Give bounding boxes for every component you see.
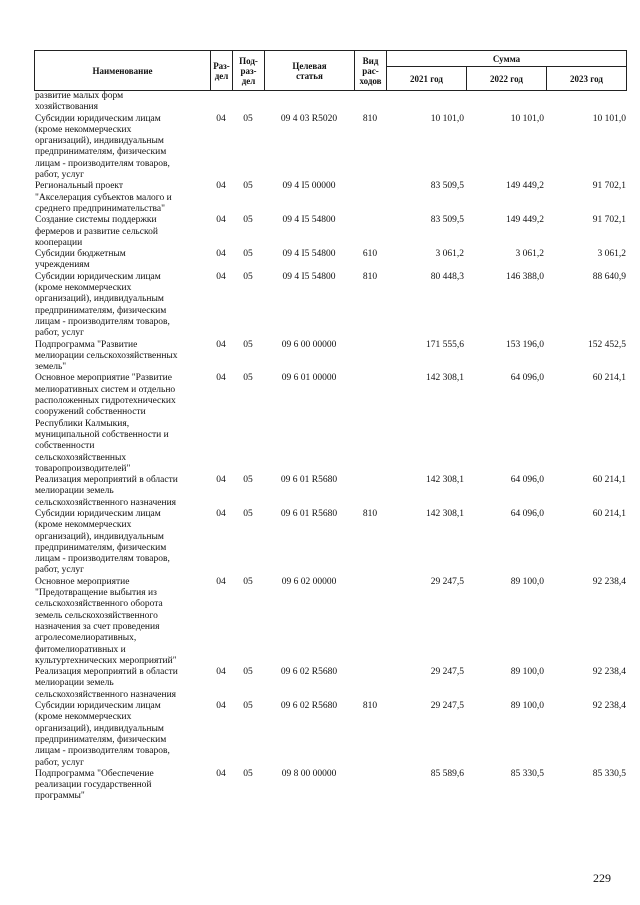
row-vid	[354, 667, 386, 701]
header-summa: Сумма	[387, 51, 627, 67]
row-celevaya: 09 6 02 00000	[281, 576, 337, 587]
row-celevaya: 09 6 01 R5680	[280, 508, 338, 519]
header-podrazdel: Под- раз- дел	[233, 51, 265, 91]
row-vid	[354, 577, 386, 667]
table-row	[34, 340, 626, 374]
row-name: Создание системы поддержки фермеров и развитие сельской кооперации	[35, 215, 158, 248]
budget-table-page	[34, 50, 626, 803]
row-name: Основное мероприятие "Предотвращение выбытия из сельскохозяйственного оборота земель сельскохозяйственного назначения за счет проведения агролесомелиоративных, фитомелиоративных и культуртехнических мероприятий"	[35, 576, 177, 666]
row-2023: 152 452,5	[588, 339, 626, 350]
row-podrazdel: 05	[243, 508, 253, 519]
row-2021: 142 308,1	[426, 475, 464, 486]
row-razdel: 04	[216, 249, 226, 260]
row-razdel: 04	[216, 768, 226, 779]
row-2021: 80 448,3	[430, 271, 464, 282]
row-2023: 60 214,1	[592, 475, 626, 486]
row-vid	[354, 475, 386, 509]
row-podrazdel: 05	[243, 768, 253, 779]
row-podrazdel: 05	[243, 215, 253, 226]
table-header	[34, 50, 627, 91]
row-podrazdel: 05	[243, 576, 253, 587]
row-celevaya: 09 4 I5 00000	[282, 181, 336, 192]
table-row	[34, 249, 626, 272]
header-razdel: Раз- дел	[211, 51, 233, 91]
row-razdel: 04	[216, 373, 226, 384]
row-2022: 149 449,2	[506, 181, 544, 192]
row-celevaya: 09 4 I5 54800	[282, 215, 336, 226]
row-celevaya: 09 6 02 R5680	[280, 701, 338, 712]
table-row	[34, 272, 626, 340]
row-2022: 3 061,2	[515, 249, 544, 260]
row-vid: 810	[362, 508, 378, 519]
row-vid	[354, 373, 386, 475]
row-podrazdel: 05	[243, 249, 253, 260]
row-2022: 64 096,0	[510, 475, 544, 486]
row-razdel	[210, 91, 232, 114]
row-2021: 83 509,5	[430, 215, 464, 226]
row-2021: 83 509,5	[430, 181, 464, 192]
row-podrazdel: 05	[243, 701, 253, 712]
row-2023	[546, 91, 626, 114]
row-celevaya: 09 4 03 R5020	[280, 113, 338, 124]
header-vid: Вид рас- ходов	[355, 51, 387, 91]
table-row	[34, 667, 626, 701]
row-podrazdel: 05	[243, 271, 253, 282]
row-razdel: 04	[216, 181, 226, 192]
row-2021: 142 308,1	[426, 373, 464, 384]
row-2023: 85 330,5	[592, 768, 626, 779]
row-name: Реализация мероприятий в области мелиорации земель сельскохозяйственного назначения	[35, 667, 178, 700]
row-podrazdel: 05	[243, 667, 253, 678]
row-vid: 610	[362, 249, 378, 260]
row-celevaya: 09 4 I5 54800	[282, 249, 336, 260]
row-celevaya: 09 8 00 00000	[281, 768, 337, 779]
row-vid: 810	[362, 271, 378, 282]
row-podrazdel	[232, 91, 264, 114]
row-2023: 88 640,9	[592, 271, 626, 282]
row-2021: 171 555,6	[426, 339, 464, 350]
row-celevaya: 09 6 02 R5680	[280, 667, 338, 678]
table-row	[34, 91, 626, 114]
row-podrazdel: 05	[243, 339, 253, 350]
row-2022: 149 449,2	[506, 215, 544, 226]
header-name: Наименование	[35, 51, 211, 91]
row-celevaya: 09 6 01 R5680	[280, 475, 338, 486]
table-body	[34, 91, 626, 803]
header-celevaya: Целевая статья	[265, 51, 355, 91]
table-row	[34, 769, 626, 803]
row-2022: 10 101,0	[510, 113, 544, 124]
row-2021: 3 061,2	[435, 249, 464, 260]
row-celevaya: 09 6 01 00000	[281, 373, 337, 384]
row-podrazdel: 05	[243, 475, 253, 486]
row-vid	[354, 340, 386, 374]
row-2022: 89 100,0	[510, 667, 544, 678]
page-number: 229	[593, 871, 611, 885]
row-name: Региональный проект "Акселерация субъектов малого и среднего предпринимательства"	[35, 181, 172, 214]
row-vid: 810	[362, 701, 378, 712]
table-row	[34, 577, 626, 667]
row-2022: 64 096,0	[510, 373, 544, 384]
row-2021: 142 308,1	[426, 508, 464, 519]
row-podrazdel: 05	[243, 373, 253, 384]
row-2022: 89 100,0	[510, 576, 544, 587]
row-2021: 29 247,5	[430, 576, 464, 587]
row-podrazdel: 05	[243, 113, 253, 124]
row-razdel: 04	[216, 508, 226, 519]
row-vid	[354, 215, 386, 249]
row-2021: 29 247,5	[430, 667, 464, 678]
row-2022	[466, 91, 546, 114]
row-name: Подпрограмма "Развитие мелиорации сельскохозяйственных земель"	[35, 339, 178, 373]
row-2023: 91 702,1	[592, 181, 626, 192]
row-name: развитие малых форм хозяйствования	[35, 91, 124, 113]
table-row	[34, 181, 626, 215]
row-name: Основное мероприятие "Развитие мелиоративных систем и отдельно расположенных гидротехнических сооружений собственности Республики Калмыкия, муниципальной собственности и собственности сельскохозяйственных товаропроизводителей"	[35, 373, 176, 474]
row-2023: 10 101,0	[592, 113, 626, 124]
row-celevaya: 09 4 I5 54800	[282, 271, 336, 282]
row-name: Субсидии юридическим лицам (кроме некоммерческих организаций), индивидуальным предпринимателям, физическим лицам - производителям товаров, работ, услуг	[35, 271, 170, 339]
header-2021: 2021 год	[387, 67, 467, 91]
row-2022: 153 196,0	[506, 339, 544, 350]
row-celevaya: 09 6 00 00000	[281, 339, 337, 350]
row-vid	[354, 181, 386, 215]
row-2023: 60 214,1	[592, 373, 626, 384]
row-razdel: 04	[216, 475, 226, 486]
row-name: Субсидии бюджетным учреждениям	[35, 249, 126, 271]
table-row	[34, 373, 626, 475]
row-2023: 60 214,1	[592, 508, 626, 519]
row-podrazdel: 05	[243, 181, 253, 192]
row-name: Подпрограмма "Обеспечение реализации государственной программы"	[35, 768, 154, 802]
row-vid: 810	[362, 113, 378, 124]
row-2021: 29 247,5	[430, 701, 464, 712]
row-2021	[386, 91, 466, 114]
header-2023: 2023 год	[547, 67, 627, 91]
row-name: Субсидии юридическим лицам (кроме некоммерческих организаций), индивидуальным предпринимателям, физическим лицам - производителям товаров, работ, услуг	[35, 508, 170, 576]
row-name: Реализация мероприятий в области мелиорации земель сельскохозяйственного назначения	[35, 475, 178, 508]
row-2023: 3 061,2	[597, 249, 626, 260]
row-2023: 91 702,1	[592, 215, 626, 226]
row-razdel: 04	[216, 271, 226, 282]
row-2023: 92 238,4	[592, 576, 626, 587]
table-row	[34, 215, 626, 249]
row-2022: 89 100,0	[510, 701, 544, 712]
row-razdel: 04	[216, 667, 226, 678]
row-2021: 10 101,0	[430, 113, 464, 124]
row-vid	[354, 91, 386, 114]
table-row	[34, 509, 626, 577]
row-razdel: 04	[216, 701, 226, 712]
table-row	[34, 701, 626, 769]
row-razdel: 04	[216, 215, 226, 226]
header-2022: 2022 год	[467, 67, 547, 91]
row-2022: 64 096,0	[510, 508, 544, 519]
row-razdel: 04	[216, 576, 226, 587]
row-name: Субсидии юридическим лицам (кроме некоммерческих организаций), индивидуальным предпринимателям, физическим лицам - производителям товаров, работ, услуг	[35, 113, 170, 181]
table-row	[34, 475, 626, 509]
row-razdel: 04	[216, 339, 226, 350]
table-row	[34, 114, 626, 182]
row-2022: 146 388,0	[506, 271, 544, 282]
row-2023: 92 238,4	[592, 667, 626, 678]
row-2023: 92 238,4	[592, 701, 626, 712]
row-vid	[354, 769, 386, 803]
row-2022: 85 330,5	[510, 768, 544, 779]
row-celevaya	[264, 91, 354, 114]
row-2021: 85 589,6	[430, 768, 464, 779]
row-name: Субсидии юридическим лицам (кроме некоммерческих организаций), индивидуальным предпринимателям, физическим лицам - производителям товаров, работ, услуг	[35, 701, 170, 768]
row-razdel: 04	[216, 113, 226, 124]
